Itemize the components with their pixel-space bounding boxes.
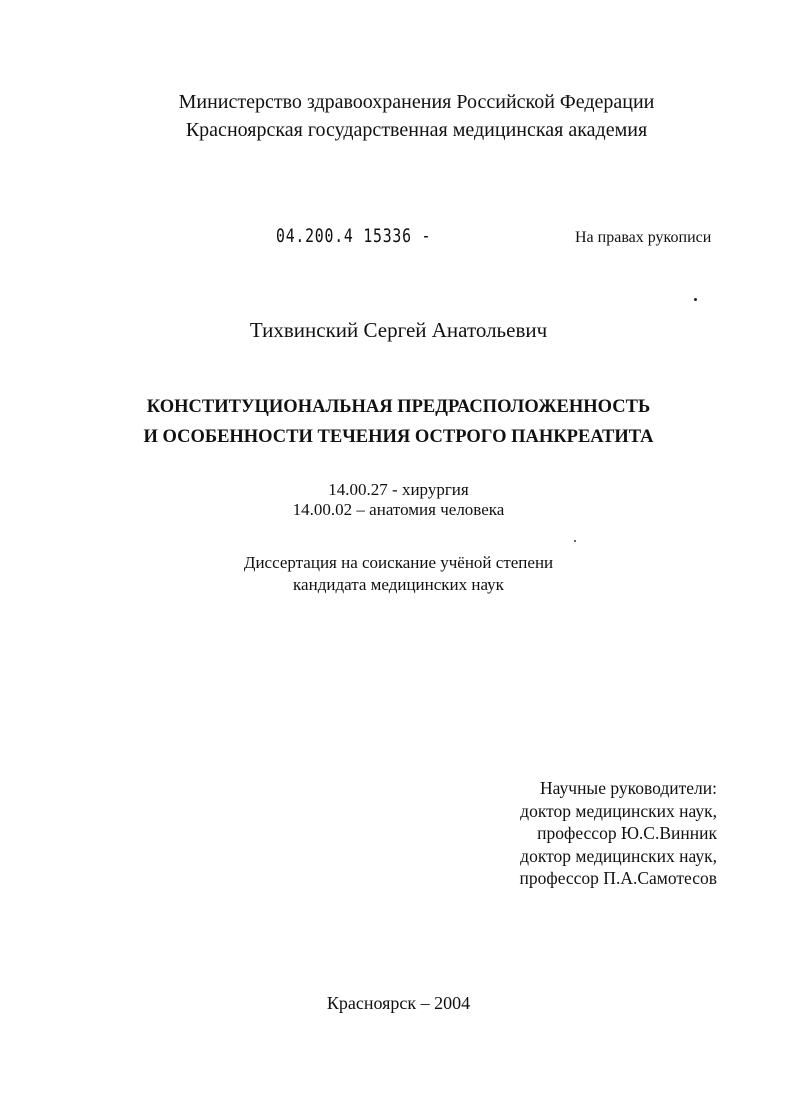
manuscript-note: На правах рукописи <box>575 229 712 246</box>
scan-speck <box>694 298 697 301</box>
degree-statement-line-1: Диссертация на соискание учёной степени <box>243 553 554 572</box>
dissertation-title-line-2: И ОСОБЕННОСТИ ТЕЧЕНИЯ ОСТРОГО ПАНКРЕАТИТА <box>143 427 654 447</box>
city-year: Красноярск – 2004 <box>326 993 471 1013</box>
ministry-name: Министерство здравоохранения Российской Федерации <box>178 91 655 113</box>
supervisors-heading: Научные руководители: <box>540 778 717 798</box>
supervisors-block <box>519 777 717 890</box>
archive-code-stamp: 04.200.4 15336 - <box>276 225 432 247</box>
supervisor-degree: доктор медицинских наук, <box>520 845 717 866</box>
specialty-code-anatomy: 14.00.02 – анатомия человека <box>292 500 505 519</box>
academy-name: Красноярская государственная медицинская академия <box>185 119 648 141</box>
specialty-code-surgery: 14.00.27 - хирургия <box>328 480 469 499</box>
author-name: Тихвинский Сергей Анатольевич <box>249 318 548 342</box>
scan-speck <box>574 540 576 542</box>
supervisor-name: профессор Ю.С.Винник <box>537 823 717 843</box>
dissertation-title-line-1: КОНСТИТУЦИОНАЛЬНАЯ ПРЕДРАСПОЛОЖЕННОСТЬ <box>146 397 651 417</box>
supervisor-degree: доктор медицинских наук, <box>520 800 717 821</box>
supervisor-name: профессор П.А.Самотесов <box>519 868 717 888</box>
degree-statement-line-2: кандидата медицинских наук <box>293 575 504 594</box>
